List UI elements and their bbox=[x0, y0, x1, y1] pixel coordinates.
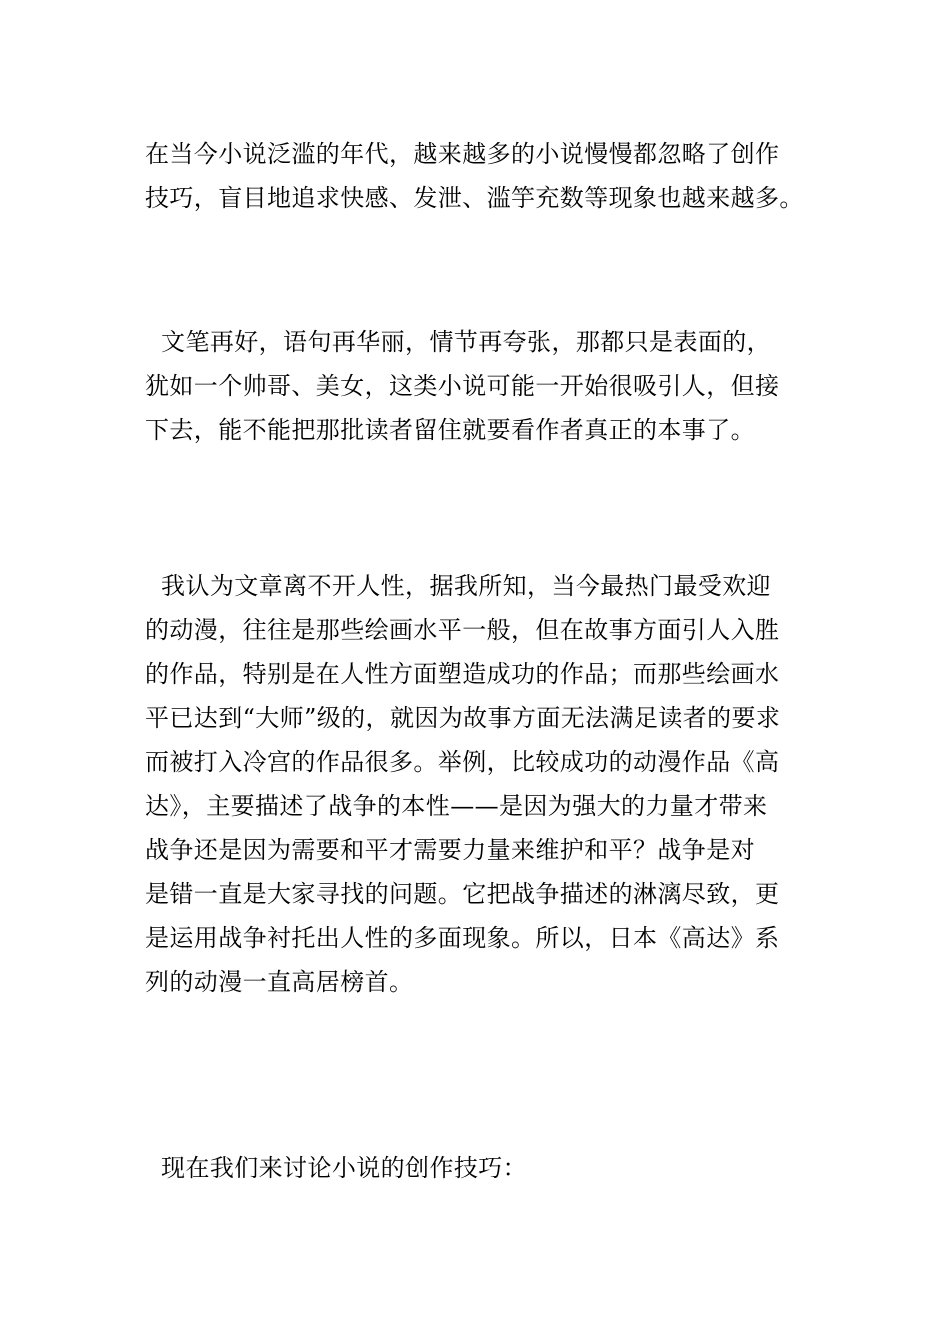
text-line: 是错一直是大家寻找的问题。它把战争描述的淋漓尽致，更 bbox=[145, 880, 780, 908]
text-line: 是运用战争衬托出人性的多面现象。所以，日本《高达》系 bbox=[145, 924, 780, 952]
paragraph-writing-style bbox=[145, 320, 835, 452]
text-line: 达》，主要描述了战争的本性——是因为强大的力量才带来 bbox=[145, 792, 768, 820]
text-line: 犹如一个帅哥、美女，这类小说可能一开始很吸引人，但接 bbox=[145, 372, 780, 400]
text-line: 下去，能不能把那批读者留住就要看作者真正的本事了。 bbox=[145, 416, 755, 444]
text-line: 平已达到“大师”级的，就因为故事方面无法满足读者的要求 bbox=[145, 704, 781, 732]
text-line: 我认为文章离不开人性，据我所知，当今最热门最受欢迎 bbox=[145, 572, 772, 600]
text-line: 文笔再好，语句再华丽，情节再夸张，那都只是表面的， bbox=[145, 328, 772, 356]
paragraph-humanity bbox=[145, 564, 835, 1004]
paragraph-technique-intro bbox=[145, 1146, 835, 1190]
text-line: 在当今小说泛滥的年代，越来越多的小说慢慢都忽略了创作 bbox=[145, 140, 780, 168]
text-line: 而被打入冷宫的作品很多。举例，比较成功的动漫作品《高 bbox=[145, 748, 780, 776]
text-line: 技巧，盲目地追求快感、发泄、滥竽充数等现象也越来越多。 bbox=[145, 184, 804, 212]
text-line: 现在我们来讨论小说的创作技巧： bbox=[145, 1154, 528, 1182]
text-line: 的作品，特别是在人性方面塑造成功的作品；而那些绘画水 bbox=[145, 660, 780, 688]
text-line: 的动漫，往往是那些绘画水平一般，但在故事方面引人入胜 bbox=[145, 616, 780, 644]
paragraph-intro bbox=[145, 132, 835, 220]
text-line: 列的动漫一直高居榜首。 bbox=[145, 968, 414, 996]
text-line: 战争还是因为需要和平才需要力量来维护和平？战争是对 bbox=[145, 836, 755, 864]
